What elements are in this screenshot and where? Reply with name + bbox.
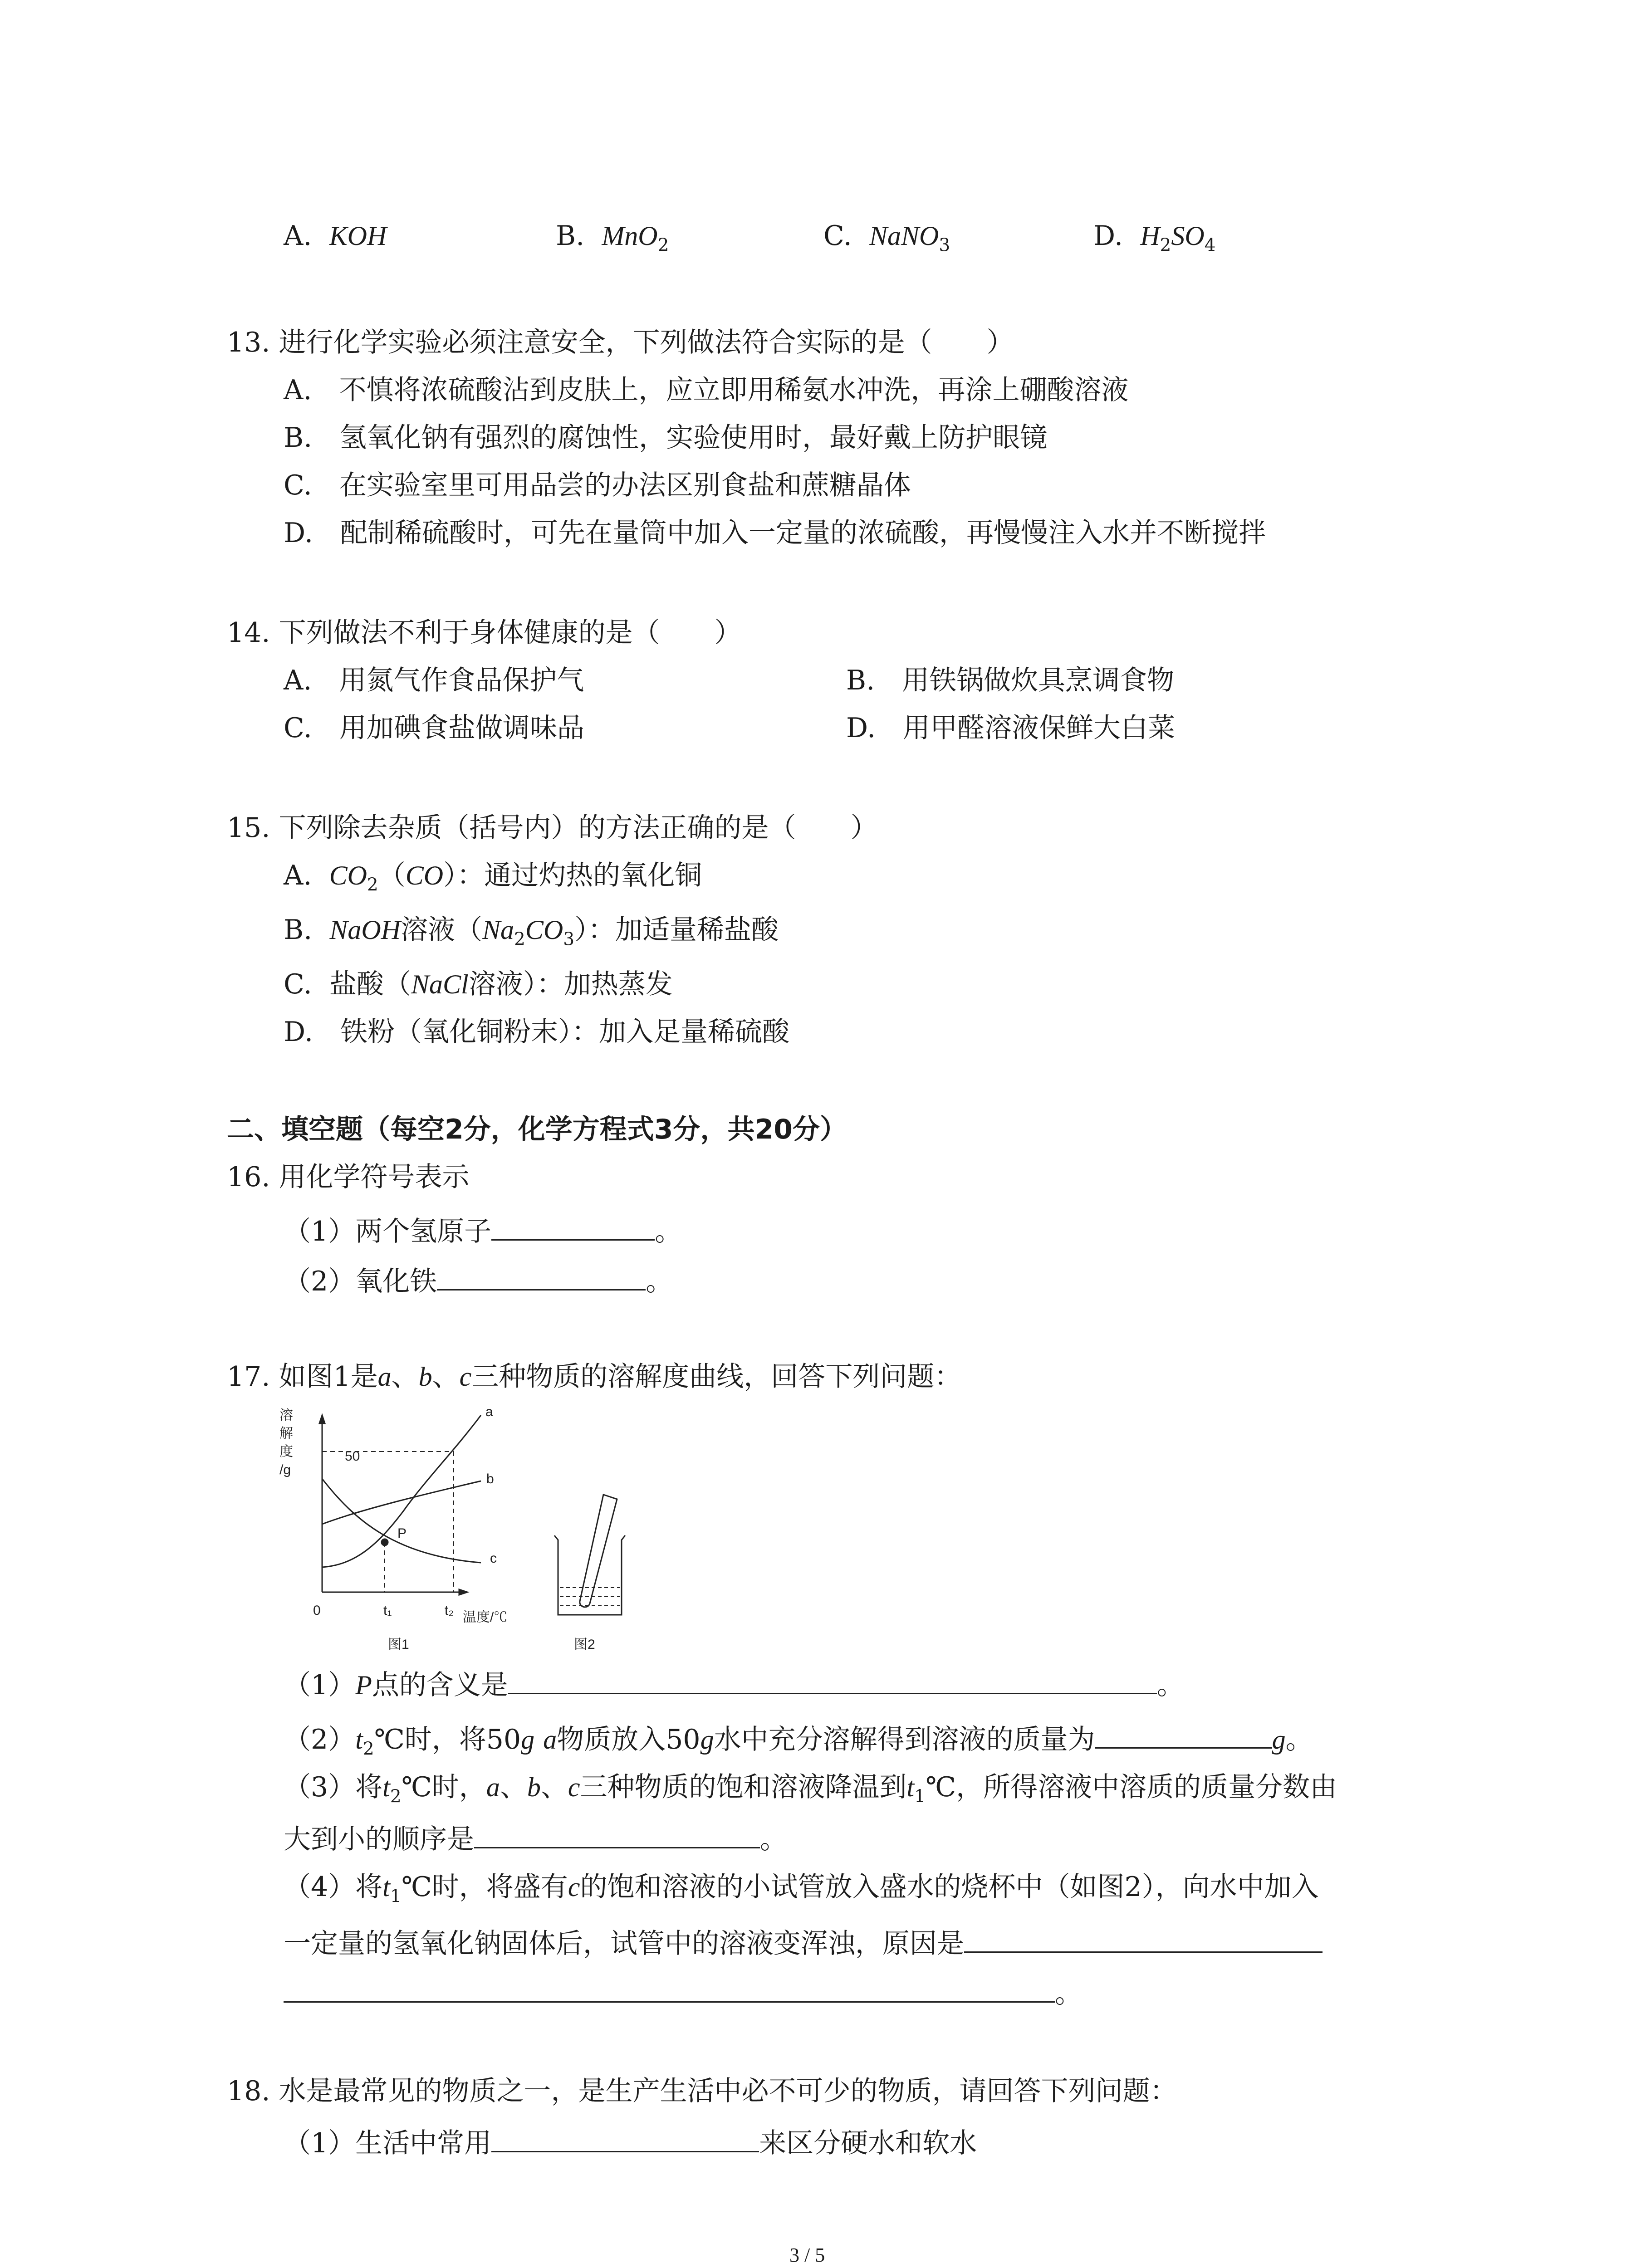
- test-tube: [580, 1495, 617, 1607]
- q17-part2: $(2)t_2℃$时，将50g a物质放入50g水中充分溶解得到溶液的质量为 g。: [284, 1724, 1313, 1760]
- q16-stem: 16. 用化学符号表示: [227, 1161, 470, 1193]
- answer-blank[interactable]: [474, 1823, 760, 1848]
- q17-part3-line2: 大到小的顺序是 。: [284, 1823, 787, 1855]
- y-label-1: 溶: [279, 1408, 293, 1423]
- q14-option-c: C. 用加碘食盐做调味品: [284, 712, 584, 744]
- x-axis-arrow: [459, 1589, 467, 1595]
- q15-option-c: C. 盐酸（NaCl溶液）：加热蒸发: [284, 968, 673, 1000]
- answer-blank[interactable]: [1095, 1724, 1272, 1749]
- q12-option-a: A. KOH: [284, 220, 387, 252]
- point-label-p: P: [397, 1526, 407, 1541]
- q15-option-d: D. 铁粉（氧化铜粉末）：加入足量稀硫酸: [284, 1016, 790, 1048]
- q13-stem: 13. 进行化学实验必须注意安全，下列做法符合实际的是（ ）: [227, 327, 1014, 358]
- q13-option-c: C. 在实验室里可用品尝的办法区别食盐和蔗糖晶体: [284, 469, 911, 501]
- x-axis-label: 温度/℃: [463, 1610, 508, 1625]
- q16-part2: （2）氧化铁 。: [284, 1266, 673, 1297]
- q13-option-b: B. 氢氧化钠有强烈的腐蚀性，实验使用时，最好戴上防护眼镜: [284, 422, 1048, 454]
- q12-option-c: C. NaNO$_3$: [823, 220, 950, 256]
- figure2-caption: 图2: [574, 1637, 595, 1652]
- page-number: 3 / 5: [789, 2244, 825, 2266]
- q13-option-a: A. 不慎将浓硫酸沾到皮肤上，应立即用稀氨水冲洗，再涂上硼酸溶液: [284, 374, 1129, 406]
- q14-option-a: A. 用氮气作食品保护气: [284, 665, 584, 696]
- curve-label-c: c: [490, 1551, 497, 1566]
- answer-blank[interactable]: [508, 1669, 1157, 1694]
- answer-blank[interactable]: [284, 1978, 1055, 2003]
- q18-part1: （1）生活中常用 来区分硬水和软水: [284, 2127, 977, 2159]
- answer-blank[interactable]: [491, 2127, 759, 2152]
- q14-option-b: B. 用铁锅做炊具烹调食物: [846, 665, 1175, 696]
- q15-option-b: B. NaOH溶液$(Na_2CO_3)$：加适量稀盐酸: [284, 914, 779, 950]
- q17-part4: （4）将$t_1℃$时，将盛有c的饱和溶液的小试管放入盛水的烧杯中（如图2），向水中加入: [284, 1871, 1319, 1907]
- answer-blank[interactable]: [964, 1928, 1323, 1953]
- y-tick-50: 50: [345, 1449, 360, 1464]
- y-axis-arrow: [319, 1415, 325, 1423]
- q14-stem: 14. 下列做法不利于身体健康的是（ ）: [227, 617, 742, 649]
- solubility-chart: [277, 1402, 549, 1656]
- y-label-4: /g: [279, 1462, 291, 1477]
- q17-part1: （1）P点的含义是 。: [284, 1669, 1184, 1701]
- x-tick-t1: t₁: [383, 1603, 392, 1618]
- curve-label-b: b: [486, 1471, 494, 1486]
- y-label-3: 度: [279, 1444, 293, 1459]
- answer-blank[interactable]: [437, 1266, 646, 1290]
- q15-stem: 15. 下列除去杂质（括号内）的方法正确的是（ ）: [227, 812, 878, 844]
- curve-b: [322, 1481, 481, 1524]
- curve-label-a: a: [485, 1404, 493, 1419]
- q17-stem: 17. 如图1是a、b、c三种物质的溶解度曲线，回答下列问题：: [227, 1361, 962, 1393]
- q14-option-d: D. 用甲醛溶液保鲜大白菜: [846, 712, 1176, 744]
- q12-option-b: B. MnO$_2$: [556, 220, 669, 256]
- curve-c: [322, 1479, 481, 1563]
- q13-option-d: D. 配制稀硫酸时，可先在量筒中加入一定量的浓硫酸，再慢慢注入水并不断搅拌: [284, 517, 1266, 549]
- y-label-2: 解: [279, 1426, 293, 1441]
- q17-part4-line3: 。: [284, 1978, 1082, 2007]
- answer-blank[interactable]: [491, 1216, 655, 1241]
- point-p: [382, 1539, 388, 1545]
- q16-part1: （1）两个氢原子 。: [284, 1216, 682, 1247]
- x-tick-t2: t₂: [445, 1603, 454, 1618]
- beaker-figure: [549, 1492, 640, 1656]
- q18-stem: 18. 水是最常见的物质之一，是生产生活中必不可少的物质，请回答下列问题：: [227, 2075, 1177, 2107]
- q12-option-d: D. $H_2SO_4$: [1093, 220, 1216, 256]
- q15-option-a: A. $CO_2(CO)$：通过灼热的氧化铜: [284, 860, 702, 895]
- figure1-caption: 图1: [388, 1637, 409, 1652]
- section-heading: 二、填空题（每空2分，化学方程式3分，共20分）: [227, 1114, 847, 1145]
- q17-part4-line2: 一定量的氢氧化钠固体后，试管中的溶液变浑浊，原因是: [284, 1928, 1323, 1957]
- origin-label: 0: [313, 1603, 321, 1618]
- q17-part3: （3）将$t_2℃$时，a、b、c三种物质的饱和溶液降温到$t_1℃$，所得溶液中溶质的质量分数由: [284, 1771, 1337, 1807]
